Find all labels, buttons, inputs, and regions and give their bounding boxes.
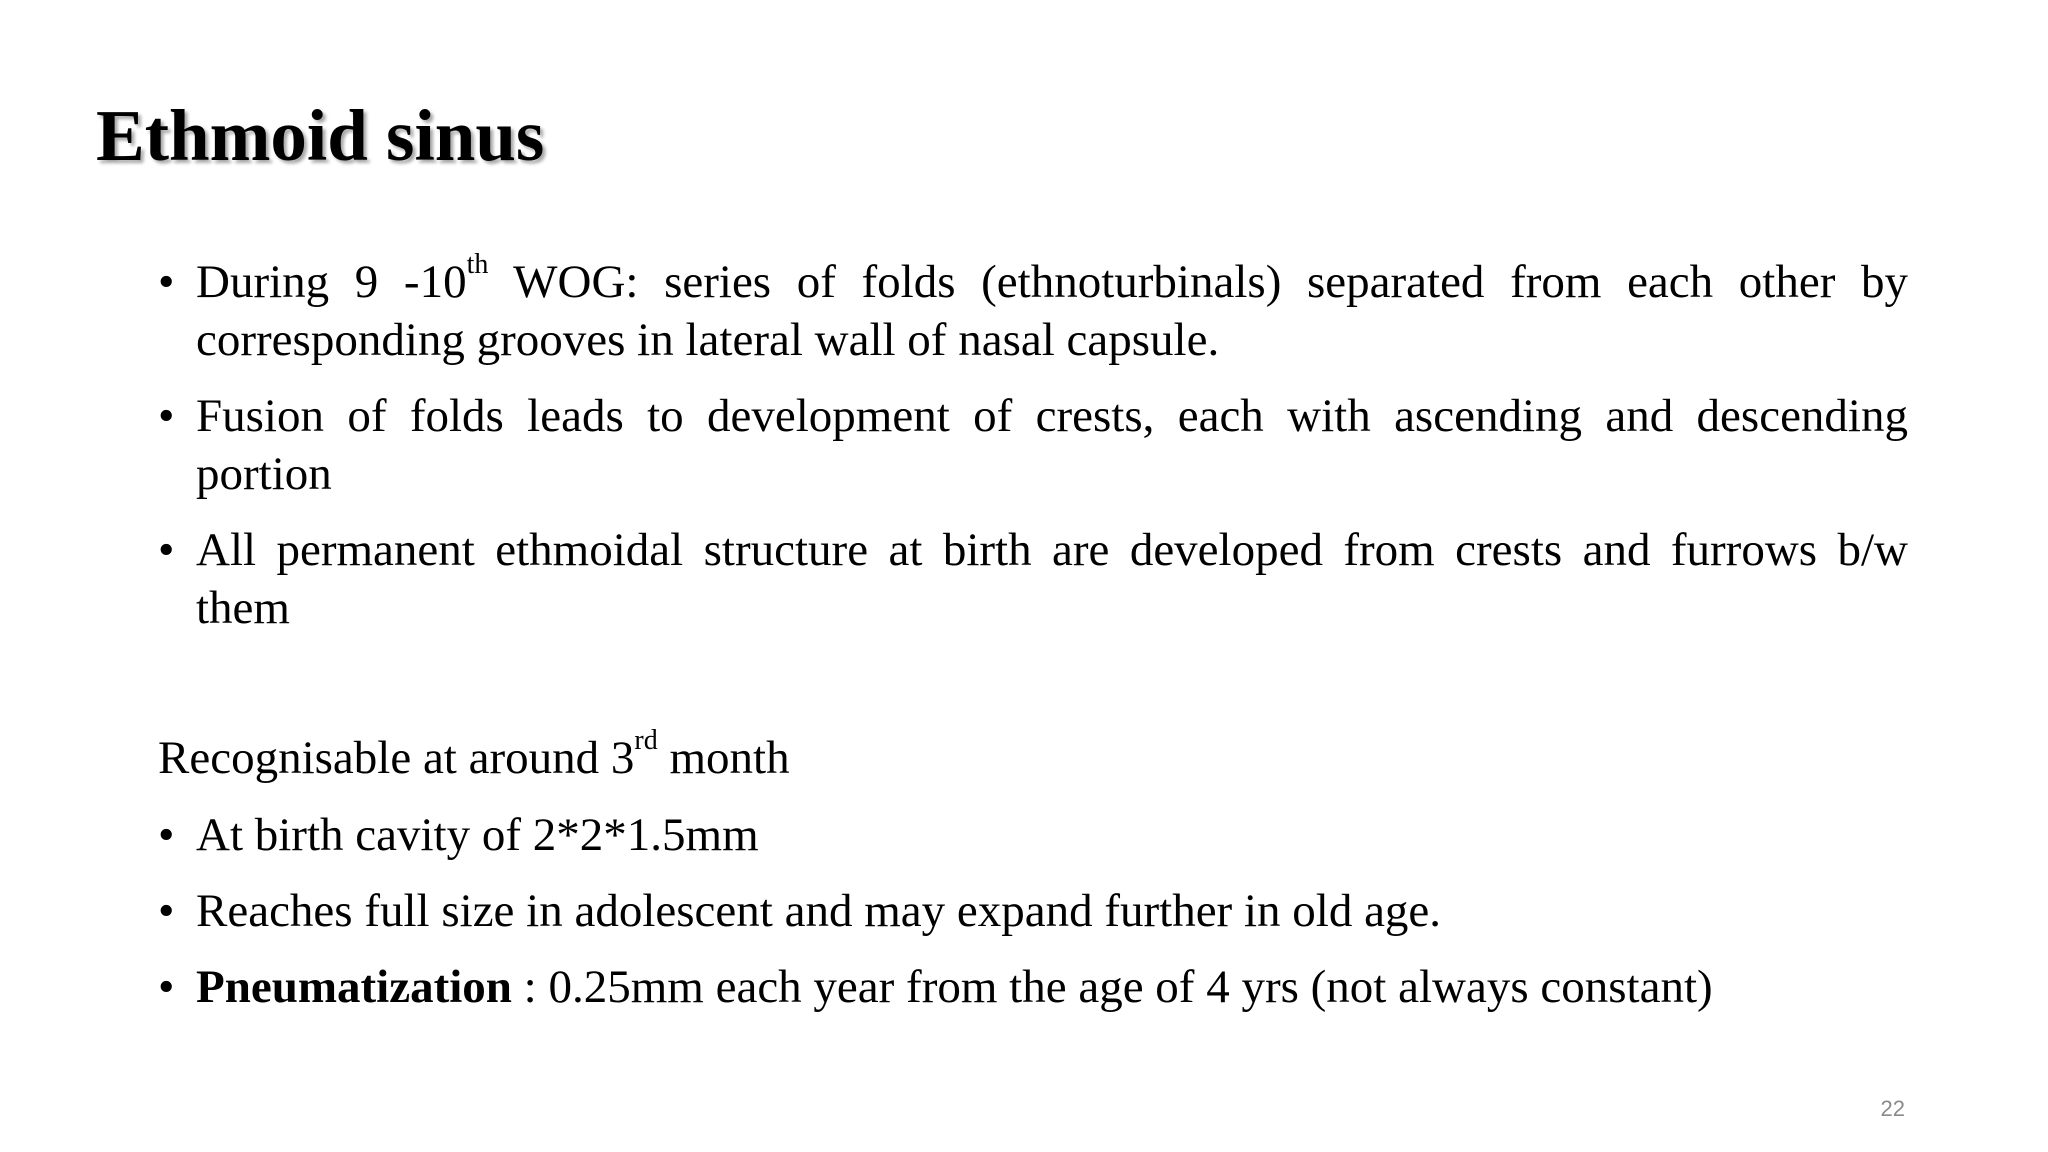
bullet-icon: • <box>158 809 175 861</box>
growth-bullet-list <box>158 806 1908 1034</box>
bullet-text: All permanent ethmoidal structure at birth are developed from crests and furrows b/w them <box>196 524 1908 634</box>
bold-term: Pneumatization <box>196 961 512 1013</box>
heading-text-post: month <box>657 732 790 784</box>
bullet-text-post: WOG: series of folds (ethnoturbinals) separated from each other by corresponding grooves in lateral wall of nasal capsule. <box>196 256 1908 366</box>
bullet-icon: • <box>158 524 175 576</box>
list-item <box>158 387 1908 503</box>
bullet-text-pre: During 9 -10 <box>196 256 467 308</box>
list-item <box>158 882 1908 940</box>
list-item <box>158 521 1908 637</box>
superscript: th <box>466 249 489 281</box>
bullet-icon: • <box>158 256 175 308</box>
superscript: rd <box>634 725 658 757</box>
heading-text-pre: Recognisable at around 3 <box>158 732 635 784</box>
bullet-icon: • <box>158 885 175 937</box>
list-item <box>158 958 1908 1016</box>
development-bullet-list <box>158 249 1908 655</box>
slide-title: Ethmoid sinus <box>96 95 545 176</box>
page-number: 22 <box>1880 1096 1905 1121</box>
recognisable-heading <box>158 725 790 787</box>
bullet-icon: • <box>158 390 175 442</box>
bullet-text: Fusion of folds leads to development of crests, each with ascending and descending portion <box>196 390 1908 500</box>
bullet-icon: • <box>158 961 175 1013</box>
list-item <box>158 249 1908 369</box>
bullet-text: Reaches full size in adolescent and may expand further in old age. <box>196 885 1442 937</box>
bullet-text: At birth cavity of 2*2*1.5mm <box>196 809 759 861</box>
list-item <box>158 806 1908 864</box>
bullet-text: : 0.25mm each year from the age of 4 yrs (not always constant) <box>511 961 1713 1013</box>
